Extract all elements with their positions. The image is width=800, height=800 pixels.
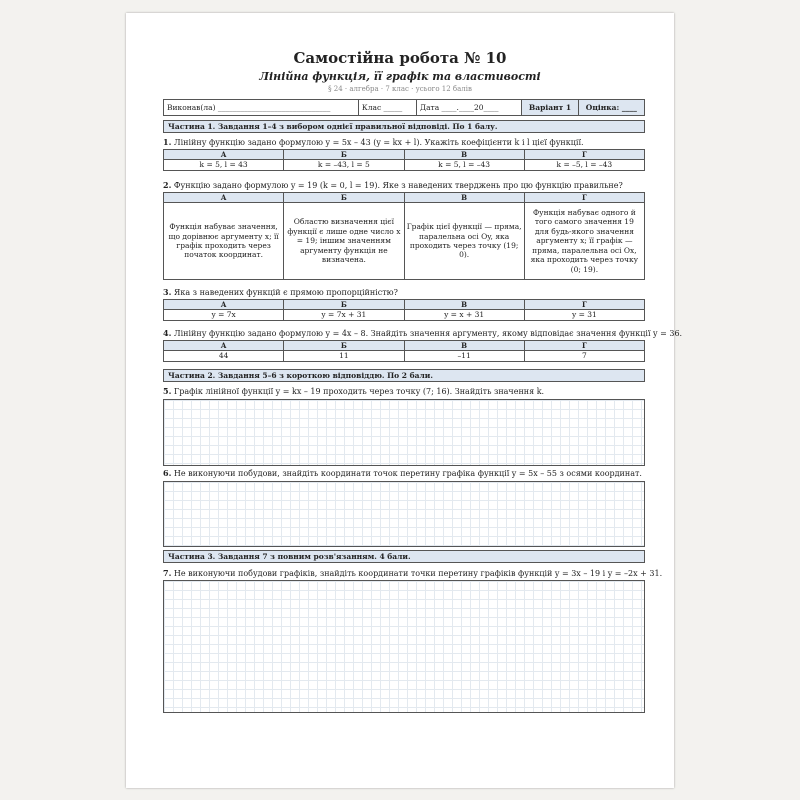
question-3: [163, 287, 645, 298]
answer-area-7[interactable]: [163, 580, 645, 713]
question-1: [163, 137, 645, 148]
question-text: Функцію задано формулою y = 19 (k = 0, l = 19). Яке з наведених тверджень про цю функцію правильне?: [173, 181, 623, 190]
option-answer[interactable]: Графік цієї функції — пряма, паралельна осі Oy, яка проходить через точку (19; 0).: [404, 203, 524, 280]
answer-table-1: [163, 149, 645, 171]
question-5: [163, 386, 645, 397]
question-number: 6.: [163, 468, 172, 478]
answer-table-2: [163, 192, 645, 280]
option-letter: Б: [284, 150, 404, 160]
option-answer[interactable]: 7: [524, 351, 644, 362]
answer-area-6[interactable]: [163, 481, 645, 547]
question-number: 2.: [163, 180, 172, 190]
option-letter: В: [404, 300, 524, 310]
worksheet-page: [126, 13, 683, 788]
student-name-field[interactable]: Виконав(ла) ______________________________: [164, 100, 359, 116]
variant-label: Варіант 1: [522, 100, 578, 116]
option-letter: А: [164, 300, 284, 310]
question-number: 7.: [163, 568, 172, 578]
option-answer[interactable]: y = 7x: [164, 310, 284, 321]
question-text: Лінійну функцію задано формулою y = 5x – 43 (y = kx + l). Укажіть коефіцієнти k і l цієї функції.: [173, 138, 584, 147]
question-text: Яка з наведених функцій є прямою пропорційністю?: [173, 288, 398, 297]
option-letter: А: [164, 150, 284, 160]
question-number: 4.: [163, 328, 172, 338]
answer-area-5[interactable]: [163, 399, 645, 466]
option-answer[interactable]: y = 31: [524, 310, 644, 321]
option-answer[interactable]: k = –43, l = 5: [284, 160, 404, 171]
question-number: 1.: [163, 137, 172, 147]
section-part-1: Частина 1. Завдання 1–4 з вибором однієї правильної відповіді. По 1 балу.: [163, 120, 645, 133]
option-answer[interactable]: k = –5, l = –43: [524, 160, 644, 171]
option-answer[interactable]: Областю визначення цієї функції є лише одне число x = 19; іншим значенням аргументу функція не визначена.: [284, 203, 404, 280]
question-number: 5.: [163, 386, 172, 396]
question-2: [163, 180, 645, 191]
question-7: [163, 568, 663, 579]
option-letter: А: [164, 341, 284, 351]
option-letter: Б: [284, 341, 404, 351]
option-letter: В: [404, 150, 524, 160]
page-meta: § 24 · алгебра · 7 клас · усього 12 балів: [328, 85, 472, 93]
option-answer[interactable]: k = 5, l = 43: [164, 160, 284, 171]
option-answer[interactable]: y = 7x + 31: [284, 310, 404, 321]
question-number: 3.: [163, 287, 172, 297]
question-4: [163, 328, 683, 339]
class-field[interactable]: Клас _____: [358, 100, 416, 116]
option-letter: В: [404, 193, 524, 203]
answer-table-3: [163, 299, 645, 321]
question-text: Не виконуючи побудови графіків, знайдіть координати точки перетину графіків функцій y = 3x – 19 і y = –2x + 31.: [173, 569, 663, 578]
option-letter: Г: [524, 193, 644, 203]
section-part-2: Частина 2. Завдання 5–6 з короткою відповіддю. По 2 бали.: [163, 369, 645, 382]
page-title: Самостійна робота № 10: [293, 49, 507, 67]
date-field[interactable]: Дата ____.____20____: [416, 100, 521, 116]
section-part-3: Частина 3. Завдання 7 з повним розв'язанням. 4 бали.: [163, 550, 645, 563]
question-6: [163, 468, 645, 479]
page-subtitle: Лінійна функція, її графік та властивості: [259, 70, 541, 83]
option-answer[interactable]: 44: [164, 351, 284, 362]
option-answer[interactable]: 11: [284, 351, 404, 362]
option-letter: Б: [284, 193, 404, 203]
option-letter: Г: [524, 341, 644, 351]
option-answer[interactable]: Функція набуває одного й того самого значення 19 для будь-якого значення аргументу x; її графік — пряма, паралельна осі Ox, яка проходить через точку (0; 19).: [524, 203, 644, 280]
option-answer[interactable]: Функція набуває значення, що дорівнює аргументу x; її графік проходить через початок координат.: [164, 203, 284, 280]
option-letter: Б: [284, 300, 404, 310]
option-letter: Г: [524, 300, 644, 310]
option-answer[interactable]: k = 5, l = –43: [404, 160, 524, 171]
student-info-row: [163, 99, 645, 116]
question-text: Лінійну функцію задано формулою y = 4x – 8. Знайдіть значення аргументу, якому відповідає значення функції y = 36.: [173, 329, 683, 338]
answer-table-4: [163, 340, 645, 362]
question-text: Графік лінійної функції y = kx – 19 проходить через точку (7; 16). Знайдіть значення k.: [173, 387, 545, 396]
option-letter: В: [404, 341, 524, 351]
grade-field[interactable]: Оцінка: ____: [578, 100, 644, 116]
option-letter: А: [164, 193, 284, 203]
question-text: Не виконуючи побудови, знайдіть координати точок перетину графіка функції y = 5x – 55 з осями координат.: [173, 469, 642, 478]
option-answer[interactable]: –11: [404, 351, 524, 362]
option-answer[interactable]: y = x + 31: [404, 310, 524, 321]
option-letter: Г: [524, 150, 644, 160]
